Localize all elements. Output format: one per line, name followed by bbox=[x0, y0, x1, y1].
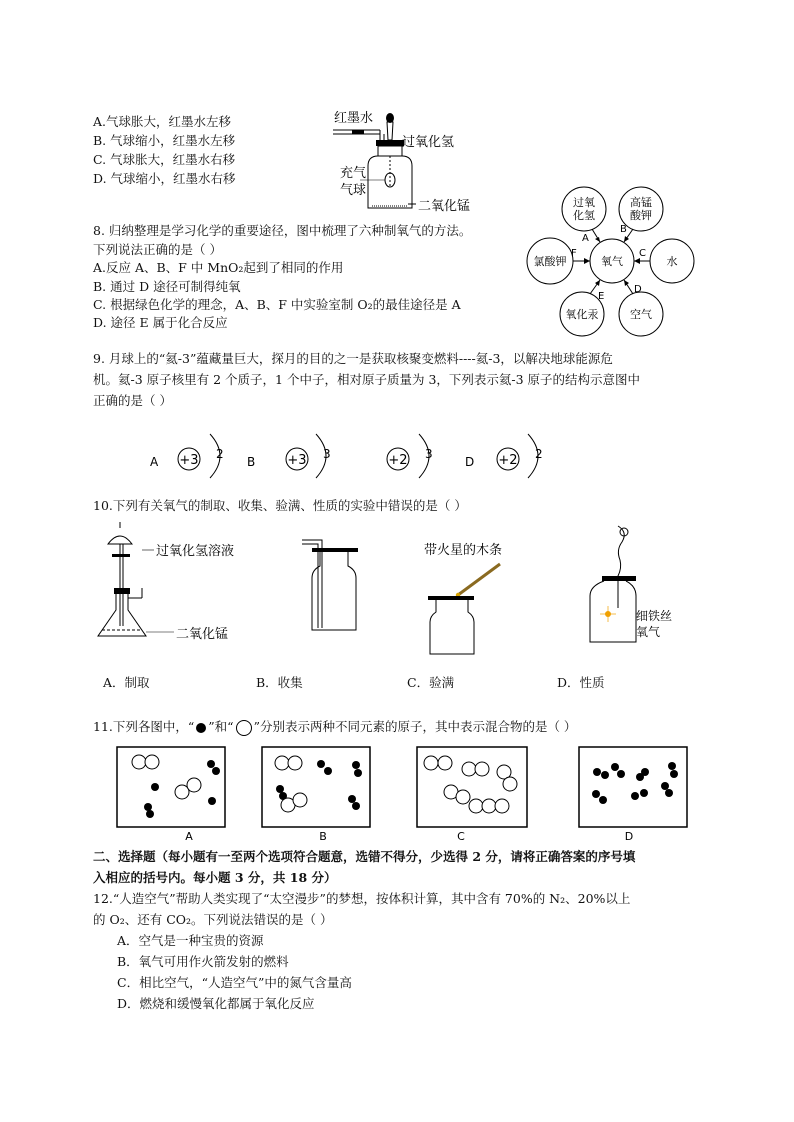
q10-figure-c bbox=[424, 542, 502, 654]
q11-stem-part-b: ”和“ bbox=[208, 719, 234, 734]
q9-nucleus-b: +3 bbox=[287, 453, 307, 468]
q10-option-c: C．验满 bbox=[407, 675, 455, 690]
q7-label-ink: 红墨水 bbox=[334, 111, 374, 126]
q11-stem-part-c: ”分别表示两种不同元素的原子，其中表示混合物的是（ ） bbox=[253, 719, 577, 734]
q9-nucleus-a: +3 bbox=[179, 453, 199, 468]
q10-figure-b bbox=[302, 540, 358, 630]
q8-node-hgo: 氧化汞 bbox=[565, 308, 599, 321]
q12-option-c: C．相比空气，“人造空气”中的氮气含量高 bbox=[117, 975, 352, 990]
q7-option-c: C. 气球胀大，红墨水右移 bbox=[93, 152, 236, 167]
q10-label-oxygen: 氧气 bbox=[636, 625, 661, 639]
q7-label-peroxide: 过氧化氢 bbox=[402, 135, 455, 150]
q11-box-c bbox=[417, 747, 527, 827]
q8-node-kmno4-1: 高锰 bbox=[630, 196, 652, 209]
q8-option-b: B. 通过 D 途径可制得纯氧 bbox=[93, 279, 241, 294]
q9-choice-a bbox=[150, 434, 224, 478]
q12-line-1: 12.“人造空气”帮助人类实现了“太空漫步”的梦想，按体积计算，其中含有 70%的 N₂、20%以上 bbox=[93, 891, 631, 906]
q8-node-water: 水 bbox=[666, 255, 678, 268]
section-2-heading-1: 二、选择题（每小题有一至两个选项符合题意，选错不得分，少选得 2 分，请将正确答案的序号填 bbox=[93, 849, 636, 864]
section-2-heading-2: 入相应的括号内。每小题 3 分，共 18 分） bbox=[93, 870, 337, 885]
q8-arrow-c: C bbox=[639, 248, 646, 259]
q9-line-2: 机。氦-3 原子核里有 2 个质子，1 个中子，相对原子质量为 3，下列表示氦-3 原子的结构示意图中 bbox=[93, 372, 641, 387]
q11-label-a: A bbox=[185, 830, 193, 843]
q7-label-mno2: 二氧化锰 bbox=[418, 199, 471, 214]
q7-option-b: B. 气球缩小，红墨水左移 bbox=[93, 133, 236, 148]
q8-arrow-a: A bbox=[582, 233, 589, 244]
q7-option-d: D. 气球缩小，红墨水右移 bbox=[93, 171, 236, 186]
q8-arrow-b: B bbox=[620, 224, 627, 235]
q7-option-a: A.气球胀大，红墨水左移 bbox=[93, 114, 232, 129]
q8-node-kmno4-2: 酸钾 bbox=[630, 209, 652, 222]
q9-line-1: 9. 月球上的“氦-3”蕴藏量巨大，探月的目的之一是获取核聚变燃料----氦-3，以解决地球能源危 bbox=[93, 351, 613, 366]
q8-node-kclo3: 氯酸钾 bbox=[533, 255, 567, 268]
q10-label-solution: 过氧化氢溶液 bbox=[156, 544, 235, 559]
q9-choice-d bbox=[465, 434, 543, 478]
q9-letter-a: A bbox=[150, 455, 159, 469]
q10-figure-d bbox=[590, 526, 672, 642]
q10-stem: 10.下列有关氧气的制取、收集、验满、性质的实验中错误的是（ ） bbox=[93, 498, 467, 513]
q7-label-balloon2: 气球 bbox=[340, 183, 367, 198]
q10-figure-a bbox=[98, 522, 234, 642]
q8-arrow-f: F bbox=[571, 248, 577, 259]
q8-stem-1: 8. 归纳整理是学习化学的重要途径，图中梳理了六种制氧气的方法。 bbox=[93, 223, 472, 238]
q8-option-d: D. 途径 E 属于化合反应 bbox=[93, 315, 228, 330]
q10-option-d: D．性质 bbox=[557, 675, 605, 690]
q9-letter-b: B bbox=[247, 455, 256, 469]
q10-label-mno2: 二氧化锰 bbox=[176, 627, 229, 642]
q12-option-b: B．氧气可用作火箭发射的燃料 bbox=[117, 954, 289, 969]
solid-atom-icon bbox=[196, 723, 206, 733]
q9-line-3: 正确的是（ ） bbox=[93, 393, 172, 408]
q8-node-air: 空气 bbox=[630, 308, 652, 321]
q12-line-2: 的 O₂、还有 CO₂。下列说法错误的是（ ） bbox=[93, 912, 333, 927]
q11-box-b bbox=[262, 747, 370, 827]
q9-nucleus-c: +2 bbox=[388, 453, 408, 468]
q11-box-d bbox=[579, 747, 687, 827]
q12-option-d: D．燃烧和缓慢氧化都属于氧化反应 bbox=[117, 996, 315, 1011]
q9-electrons-a: 2 bbox=[216, 447, 224, 461]
q11-label-c: C bbox=[457, 830, 465, 843]
q11-stem-part-a: 11.下列各图中，“ bbox=[93, 719, 195, 734]
q7-label-balloon1: 充气 bbox=[340, 166, 367, 181]
q10-option-b: B．收集 bbox=[256, 675, 303, 690]
q10-label-splint: 带火星的木条 bbox=[424, 543, 503, 558]
q9-electrons-b: 3 bbox=[323, 447, 331, 461]
q10-label-wire: 细铁丝 bbox=[636, 609, 673, 623]
q8-node-peroxide-2: 化氢 bbox=[573, 209, 595, 222]
q11-label-d: D bbox=[624, 830, 634, 843]
q9-nucleus-d: +2 bbox=[498, 453, 518, 468]
hollow-atom-icon bbox=[236, 720, 252, 736]
q9-electrons-d: 2 bbox=[535, 447, 543, 461]
q8-stem-2: 下列说法正确的是（ ） bbox=[93, 242, 222, 257]
q8-arrow-d: D bbox=[634, 284, 642, 295]
q8-node-oxygen: 氧气 bbox=[601, 255, 623, 268]
q7-apparatus-figure bbox=[330, 100, 470, 215]
q9-letter-d: D bbox=[465, 455, 475, 469]
q9-atom-diagrams bbox=[140, 428, 560, 483]
q9-electrons-c: 3 bbox=[425, 447, 433, 461]
q8-node-peroxide-1: 过氧 bbox=[573, 196, 595, 209]
q8-option-c: C. 根据绿色化学的理念，A、B、F 中实验室制 O₂的最佳途径是 A bbox=[93, 297, 461, 312]
q10-option-a: A．制取 bbox=[103, 675, 150, 690]
q10-apparatus-figures bbox=[90, 520, 690, 660]
q11-box-a bbox=[117, 747, 225, 827]
q8-option-a: A.反应 A、B、F 中 MnO₂起到了相同的作用 bbox=[93, 260, 344, 275]
q11-stem bbox=[93, 717, 576, 736]
q11-particle-diagrams bbox=[115, 745, 695, 843]
q11-label-b: B bbox=[319, 830, 327, 843]
q8-arrow-e: E bbox=[598, 291, 605, 302]
q12-option-a: A．空气是一种宝贵的资源 bbox=[117, 933, 264, 948]
q8-oxygen-diagram bbox=[520, 182, 700, 337]
q9-choice-b bbox=[247, 434, 331, 478]
q9-choice-c bbox=[387, 434, 433, 478]
